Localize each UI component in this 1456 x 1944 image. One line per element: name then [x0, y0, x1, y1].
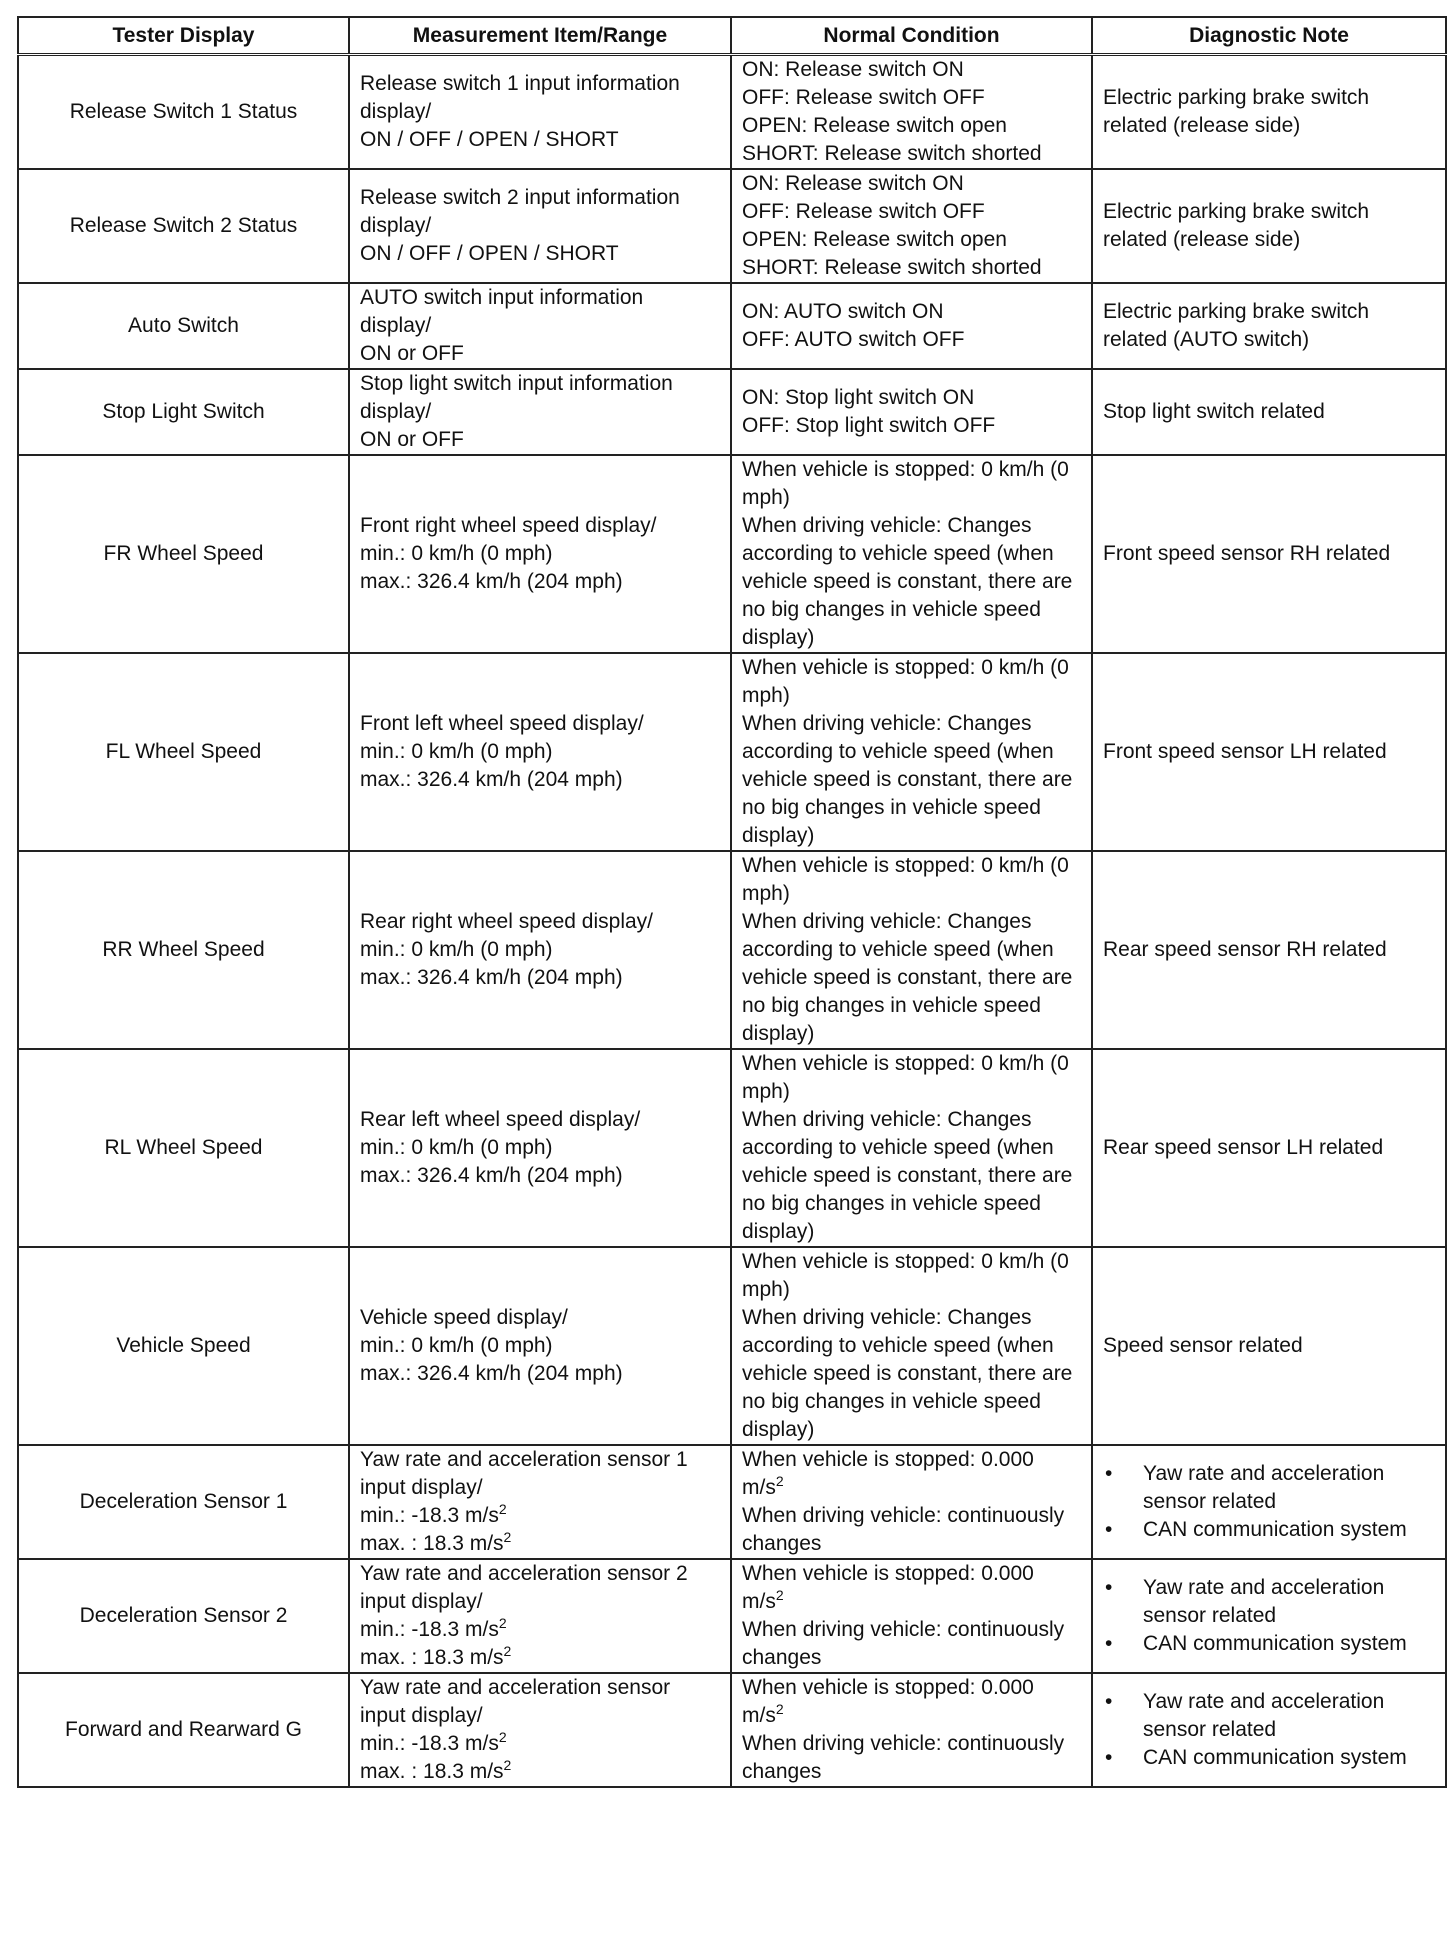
measurement-cell-line: ON or OFF [360, 342, 464, 365]
normal-condition-cell-line: When driving vehicle: continuously changes [742, 1504, 1065, 1555]
normal-condition-cell [731, 169, 1092, 283]
diagnostic-note-cell [1092, 851, 1446, 1049]
normal-condition-cell-line: When driving vehicle: continuously changes [742, 1618, 1065, 1669]
measurement-cell-line: min.: 0 km/h (0 mph) [360, 740, 553, 763]
tester-display-cell: Release Switch 2 Status [18, 169, 349, 283]
diagnostic-note-cell [1092, 653, 1446, 851]
diagnostic-note-cell [1092, 1247, 1446, 1445]
table-row [18, 1445, 1446, 1559]
diagnostic-note-list [1103, 1688, 1435, 1772]
table-row [18, 851, 1446, 1049]
table-header-row [18, 17, 1446, 55]
measurement-cell [349, 1559, 731, 1673]
diagnostic-note-cell-line: Electric parking brake switch related (release side) [1103, 86, 1370, 137]
measurement-cell-line: max.: 326.4 km/h (204 mph) [360, 768, 623, 791]
normal-condition-cell-line: When vehicle is stopped: 0 km/h (0 mph) [742, 458, 1069, 509]
normal-condition-cell [731, 1247, 1092, 1445]
superscript: 2 [775, 1473, 784, 1489]
measurement-cell-line: Yaw rate and acceleration sensor 2 input display/ [360, 1562, 688, 1613]
measurement-cell [349, 283, 731, 369]
measurement-cell [349, 169, 731, 283]
table-row [18, 1559, 1446, 1673]
diagnostic-note-cell [1092, 369, 1446, 455]
header-diagnostic-note: Diagnostic Note [1092, 17, 1446, 55]
diagnostic-note-item: • Yaw rate and acceleration sensor related [1103, 1688, 1435, 1744]
diagnostic-note-cell-line: Stop light switch related [1103, 400, 1325, 423]
measurement-cell-line: min.: 0 km/h (0 mph) [360, 938, 553, 961]
tester-display-cell: FR Wheel Speed [18, 455, 349, 653]
header-measurement-item: Measurement Item/Range [349, 17, 731, 55]
superscript: 2 [498, 1615, 507, 1631]
superscript: 2 [503, 1643, 512, 1659]
tester-display-cell: RL Wheel Speed [18, 1049, 349, 1247]
tester-display-cell: Stop Light Switch [18, 369, 349, 455]
normal-condition-cell-line: When vehicle is stopped: 0 km/h (0 mph) [742, 1052, 1069, 1103]
diagnostic-note-item: • CAN communication system [1103, 1516, 1435, 1544]
normal-condition-cell-line: When vehicle is stopped: 0 km/h (0 mph) [742, 854, 1069, 905]
diagnostic-note-cell [1092, 169, 1446, 283]
measurement-cell-line: Rear right wheel speed display/ [360, 910, 653, 933]
normal-condition-cell [731, 283, 1092, 369]
normal-condition-cell [731, 1673, 1092, 1787]
normal-condition-cell-line: When vehicle is stopped: 0 km/h (0 mph) [742, 1250, 1069, 1301]
measurement-cell-line: max. : 18.3 $m/s^2$ [360, 1529, 512, 1555]
normal-condition-cell-line: ON: Release switch ON [742, 172, 964, 195]
measurement-cell-line: min.: 0 km/h (0 mph) [360, 542, 553, 565]
diagnostic-note-cell [1092, 1049, 1446, 1247]
diagnostic-note-cell [1092, 55, 1446, 170]
diagnostic-note-list [1103, 1574, 1435, 1658]
superscript: 2 [498, 1501, 507, 1517]
measurement-cell-line: Yaw rate and acceleration sensor 1 input display/ [360, 1448, 688, 1499]
normal-condition-cell-line: OFF: Release switch OFF [742, 86, 985, 109]
diagnostic-note-item: • CAN communication system [1103, 1744, 1435, 1772]
superscript: 2 [503, 1757, 512, 1773]
diagnostic-note-list [1103, 1460, 1435, 1544]
normal-condition-cell-line: When driving vehicle: Changes according to vehicle speed (when vehicle speed is constant, there are no big changes in vehicle speed display) [742, 1108, 1073, 1243]
diagnostic-note-cell [1092, 455, 1446, 653]
measurement-cell-line: Release switch 1 input information display/ [360, 72, 680, 123]
diagnostic-note-cell-line: Rear speed sensor RH related [1103, 938, 1387, 961]
measurement-cell-line: Rear left wheel speed display/ [360, 1108, 641, 1131]
measurement-cell [349, 1673, 731, 1787]
normal-condition-cell-line: SHORT: Release switch shorted [742, 256, 1042, 279]
diagnostic-note-cell-line: Rear speed sensor LH related [1103, 1136, 1384, 1159]
diagnostic-note-item: • Yaw rate and acceleration sensor related [1103, 1574, 1435, 1630]
normal-condition-cell-line: When vehicle is stopped: 0.000 $m/s^2$ [742, 1676, 1034, 1727]
measurement-cell-line: min.: 0 km/h (0 mph) [360, 1136, 553, 1159]
normal-condition-cell [731, 369, 1092, 455]
measurement-cell-line: max.: 326.4 km/h (204 mph) [360, 966, 623, 989]
normal-condition-cell-line: OPEN: Release switch open [742, 228, 1007, 251]
table-row [18, 169, 1446, 283]
diagnostic-note-cell-line: Speed sensor related [1103, 1334, 1303, 1357]
measurement-cell-line: ON or OFF [360, 428, 464, 451]
diagnostic-note-item: • Yaw rate and acceleration sensor related [1103, 1460, 1435, 1516]
normal-condition-cell-line: SHORT: Release switch shorted [742, 142, 1042, 165]
tester-display-cell: RR Wheel Speed [18, 851, 349, 1049]
table-row [18, 455, 1446, 653]
measurement-cell-line: max.: 326.4 km/h (204 mph) [360, 570, 623, 593]
superscript: 2 [775, 1701, 784, 1717]
measurement-cell [349, 455, 731, 653]
diagnostic-data-table [17, 16, 1447, 1788]
measurement-cell-line: AUTO switch input information display/ [360, 286, 644, 337]
normal-condition-cell [731, 851, 1092, 1049]
tester-display-cell: Deceleration Sensor 2 [18, 1559, 349, 1673]
tester-display-cell: FL Wheel Speed [18, 653, 349, 851]
normal-condition-cell-line: When driving vehicle: Changes according to vehicle speed (when vehicle speed is constant, there are no big changes in vehicle speed display) [742, 910, 1073, 1045]
measurement-cell-line: min.: 0 km/h (0 mph) [360, 1334, 553, 1357]
normal-condition-cell [731, 1445, 1092, 1559]
normal-condition-cell-line: When vehicle is stopped: 0.000 $m/s^2$ [742, 1562, 1034, 1613]
normal-condition-cell-line: When driving vehicle: Changes according to vehicle speed (when vehicle speed is constant, there are no big changes in vehicle speed display) [742, 1306, 1073, 1441]
tester-display-cell: Vehicle Speed [18, 1247, 349, 1445]
superscript: 2 [503, 1529, 512, 1545]
superscript: 2 [775, 1587, 784, 1603]
superscript: 2 [498, 1729, 507, 1745]
table-row [18, 369, 1446, 455]
normal-condition-cell-line: OFF: AUTO switch OFF [742, 328, 965, 351]
measurement-cell [349, 653, 731, 851]
table-row [18, 653, 1446, 851]
diagnostic-note-cell-line: Front speed sensor LH related [1103, 740, 1387, 763]
measurement-cell-line: ON / OFF / OPEN / SHORT [360, 128, 619, 151]
diagnostic-note-cell [1092, 1673, 1446, 1787]
measurement-cell-line: max.: 326.4 km/h (204 mph) [360, 1362, 623, 1385]
normal-condition-cell-line: OFF: Stop light switch OFF [742, 414, 996, 437]
measurement-cell-line: max.: 326.4 km/h (204 mph) [360, 1164, 623, 1187]
normal-condition-cell [731, 653, 1092, 851]
measurement-cell [349, 369, 731, 455]
normal-condition-cell-line: ON: Stop light switch ON [742, 386, 975, 409]
tester-display-cell: Release Switch 1 Status [18, 55, 349, 170]
header-tester-display: Tester Display [18, 17, 349, 55]
diagnostic-note-item: • CAN communication system [1103, 1630, 1435, 1658]
normal-condition-cell [731, 1049, 1092, 1247]
normal-condition-cell-line: When driving vehicle: Changes according to vehicle speed (when vehicle speed is constant, there are no big changes in vehicle speed display) [742, 712, 1073, 847]
normal-condition-cell-line: OPEN: Release switch open [742, 114, 1007, 137]
table-row [18, 1247, 1446, 1445]
table-row [18, 55, 1446, 170]
measurement-cell-line: min.: -18.3 $m/s^2$ [360, 1501, 507, 1527]
measurement-cell [349, 1445, 731, 1559]
measurement-cell-line: Front left wheel speed display/ [360, 712, 644, 735]
measurement-cell-line: Front right wheel speed display/ [360, 514, 657, 537]
measurement-cell-line: Stop light switch input information display/ [360, 372, 673, 423]
diagnostic-note-cell-line: Front speed sensor RH related [1103, 542, 1391, 565]
table-row [18, 1049, 1446, 1247]
diagnostic-note-cell-line: Electric parking brake switch related (release side) [1103, 200, 1370, 251]
measurement-cell-line: min.: -18.3 $m/s^2$ [360, 1729, 507, 1755]
normal-condition-cell [731, 455, 1092, 653]
measurement-cell-line: Yaw rate and acceleration sensor input display/ [360, 1676, 671, 1727]
normal-condition-cell-line: When driving vehicle: Changes according to vehicle speed (when vehicle speed is constant, there are no big changes in vehicle speed display) [742, 514, 1073, 649]
normal-condition-cell-line: OFF: Release switch OFF [742, 200, 985, 223]
measurement-cell [349, 851, 731, 1049]
diagnostic-note-cell-line: Electric parking brake switch related (AUTO switch) [1103, 300, 1370, 351]
normal-condition-cell-line: When vehicle is stopped: 0.000 $m/s^2$ [742, 1448, 1034, 1499]
normal-condition-cell [731, 1559, 1092, 1673]
measurement-cell-line: max. : 18.3 $m/s^2$ [360, 1757, 512, 1783]
normal-condition-cell [731, 55, 1092, 170]
normal-condition-cell-line: ON: Release switch ON [742, 58, 964, 81]
tester-display-cell: Deceleration Sensor 1 [18, 1445, 349, 1559]
normal-condition-cell-line: When vehicle is stopped: 0 km/h (0 mph) [742, 656, 1069, 707]
tester-display-cell: Auto Switch [18, 283, 349, 369]
table-row [18, 283, 1446, 369]
table-row [18, 1673, 1446, 1787]
diagnostic-note-cell [1092, 1445, 1446, 1559]
tester-display-cell: Forward and Rearward G [18, 1673, 349, 1787]
normal-condition-cell-line: ON: AUTO switch ON [742, 300, 944, 323]
measurement-cell-line: max. : 18.3 $m/s^2$ [360, 1643, 512, 1669]
normal-condition-cell-line: When driving vehicle: continuously changes [742, 1732, 1065, 1783]
diagnostic-note-cell [1092, 1559, 1446, 1673]
diagnostic-note-cell [1092, 283, 1446, 369]
measurement-cell-line: ON / OFF / OPEN / SHORT [360, 242, 619, 265]
measurement-cell-line: Release switch 2 input information display/ [360, 186, 680, 237]
header-normal-condition: Normal Condition [731, 17, 1092, 55]
measurement-cell [349, 1049, 731, 1247]
measurement-cell-line: Vehicle speed display/ [360, 1306, 568, 1329]
measurement-cell [349, 1247, 731, 1445]
measurement-cell-line: min.: -18.3 $m/s^2$ [360, 1615, 507, 1641]
measurement-cell [349, 55, 731, 170]
